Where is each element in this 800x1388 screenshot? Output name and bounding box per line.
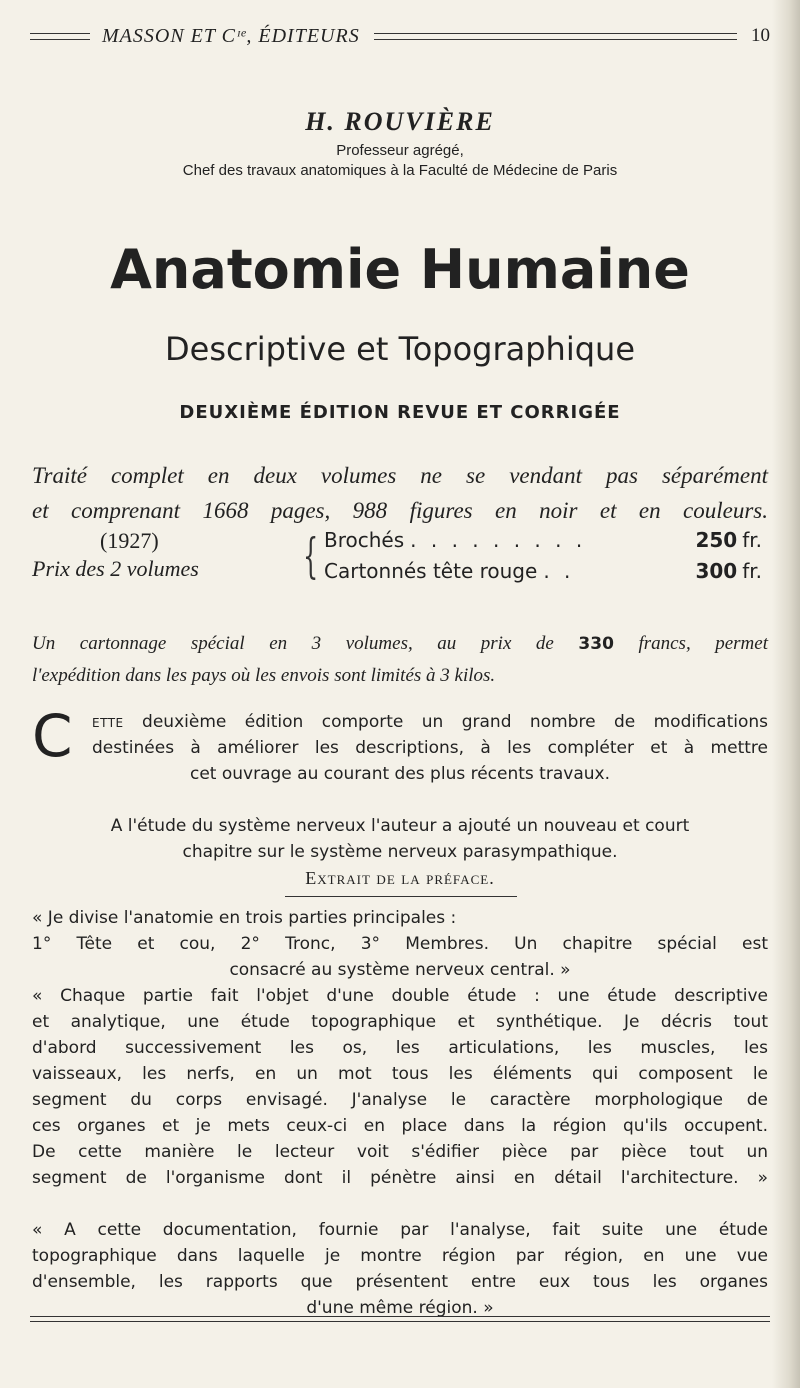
quote-line: « Je divise l'anatomie en trois parties principales : xyxy=(32,908,457,928)
price-option-unit: fr. xyxy=(742,528,762,552)
price-option-label: Cartonnés tête rouge xyxy=(324,559,538,583)
extract-heading: Extrait de la préface. xyxy=(305,868,495,888)
page-number: 10 xyxy=(751,25,770,46)
cartonnage-line: l'expédition dans les pays où les envois sont limités à 3 kilos. xyxy=(32,665,496,686)
cartonnage-line xyxy=(32,628,768,660)
addition-line: chapitre sur le système nerveux parasympathique. xyxy=(182,842,618,862)
quote-line: vaisseaux, les nerfs, en un mot tous les éléments qui composent le xyxy=(32,1064,768,1084)
publisher-name: MASSON ET Cᶦᵉ, ÉDITEURS xyxy=(102,24,360,47)
price-option-cartonnes xyxy=(324,559,762,583)
treatise-line: et comprenant 1668 pages, 988 figures en noir et en couleurs. xyxy=(32,498,768,523)
cartonnage-price: 330 xyxy=(578,634,614,654)
cartonnage-text: Un cartonnage spécial en 3 volumes, au prix de xyxy=(32,633,579,654)
quote-line: d'abord successivement les os, les articulations, les muscles, les xyxy=(32,1038,768,1058)
quote-line: segment du corps envisagé. J'analyse le caractère morphologique de xyxy=(32,1090,768,1110)
quote-line: et analytique, une étude topographique et synthétique. Je décris tout xyxy=(32,1012,768,1032)
intro-line xyxy=(92,709,768,735)
price-label: Prix des 2 volumes xyxy=(32,556,199,581)
quote-line: topographique dans laquelle je montre région par région, en une vue xyxy=(32,1246,768,1266)
publisher-header xyxy=(30,22,770,50)
addition-line: A l'étude du système nerveux l'auteur a ajouté un nouveau et court xyxy=(110,816,690,836)
bottom-rule xyxy=(30,1316,770,1317)
intro-smallcaps: ette xyxy=(92,712,124,732)
price-option-dots: . . xyxy=(543,559,575,583)
treatise-line: Traité complet en deux volumes ne se vendant pas séparément xyxy=(32,463,768,488)
quote-line: 1° Tête et cou, 2° Tronc, 3° Membres. Un chapitre spécial est xyxy=(32,934,768,954)
quote-line: « Chaque partie fait l'objet d'une double étude : une étude descriptive xyxy=(32,986,768,1006)
price-option-label: Brochés xyxy=(324,528,405,552)
author-name: H. ROUVIÈRE xyxy=(305,107,495,136)
treatise-description xyxy=(32,458,768,528)
cartonnage-note xyxy=(32,628,768,692)
book-subtitle: Descriptive et Topographique xyxy=(164,330,635,368)
author-title-2: Chef des travaux anatomiques à la Faculté de Médecine de Paris xyxy=(182,162,618,179)
edition-note: DEUXIÈME ÉDITION REVUE ET CORRIGÉE xyxy=(179,402,621,423)
quote-paragraph-1 xyxy=(32,905,768,983)
quote-paragraph-2 xyxy=(32,983,768,1191)
quote-paragraph-3 xyxy=(32,1217,768,1321)
intro-line: destinées à améliorer les descriptions, à les compléter et à mettre xyxy=(92,738,768,758)
price-option-broches xyxy=(324,528,762,552)
cartonnage-text: francs, permet xyxy=(613,633,768,654)
price-brace: { xyxy=(303,528,319,584)
quote-line: segment de l'organisme dont il pénètre ainsi en détail l'architecture. » xyxy=(32,1168,768,1188)
price-year: (1927) xyxy=(100,528,159,553)
quote-line: « A cette documentation, fournie par l'analyse, fait suite une étude xyxy=(32,1220,768,1240)
quote-line: consacré au système nerveux central. » xyxy=(229,960,571,980)
addition-paragraph xyxy=(32,813,768,865)
page-edge-shadow xyxy=(772,0,800,1388)
intro-paragraph xyxy=(92,709,768,787)
intro-line: cet ouvrage au courant des plus récents travaux. xyxy=(190,764,610,784)
price-option-value: 250 xyxy=(695,528,738,552)
price-option-unit: fr. xyxy=(742,559,762,583)
intro-text: deuxième édition comporte un grand nombre de modifications xyxy=(123,712,768,732)
quote-line: d'une même région. » xyxy=(306,1298,494,1318)
price-option-dots: . . . . . . . . . xyxy=(410,528,587,552)
header-rule-right xyxy=(374,33,737,40)
price-option-value: 300 xyxy=(695,559,738,583)
book-title: Anatomie Humaine xyxy=(110,238,690,301)
quote-line: De cette manière le lecteur voit s'édifier pièce par pièce tout un xyxy=(32,1142,768,1162)
extract-rule xyxy=(285,896,517,897)
header-rule-left xyxy=(30,33,90,40)
author-title-1: Professeur agrégé, xyxy=(336,142,464,159)
quote-line: ces organes et je mets ceux-ci en place dans la région qu'ils occupent. xyxy=(32,1116,768,1136)
bottom-rule xyxy=(30,1321,770,1322)
drop-cap: C xyxy=(32,702,73,770)
quote-line: d'ensemble, les rapports que présentent entre eux tous les organes xyxy=(32,1272,768,1292)
